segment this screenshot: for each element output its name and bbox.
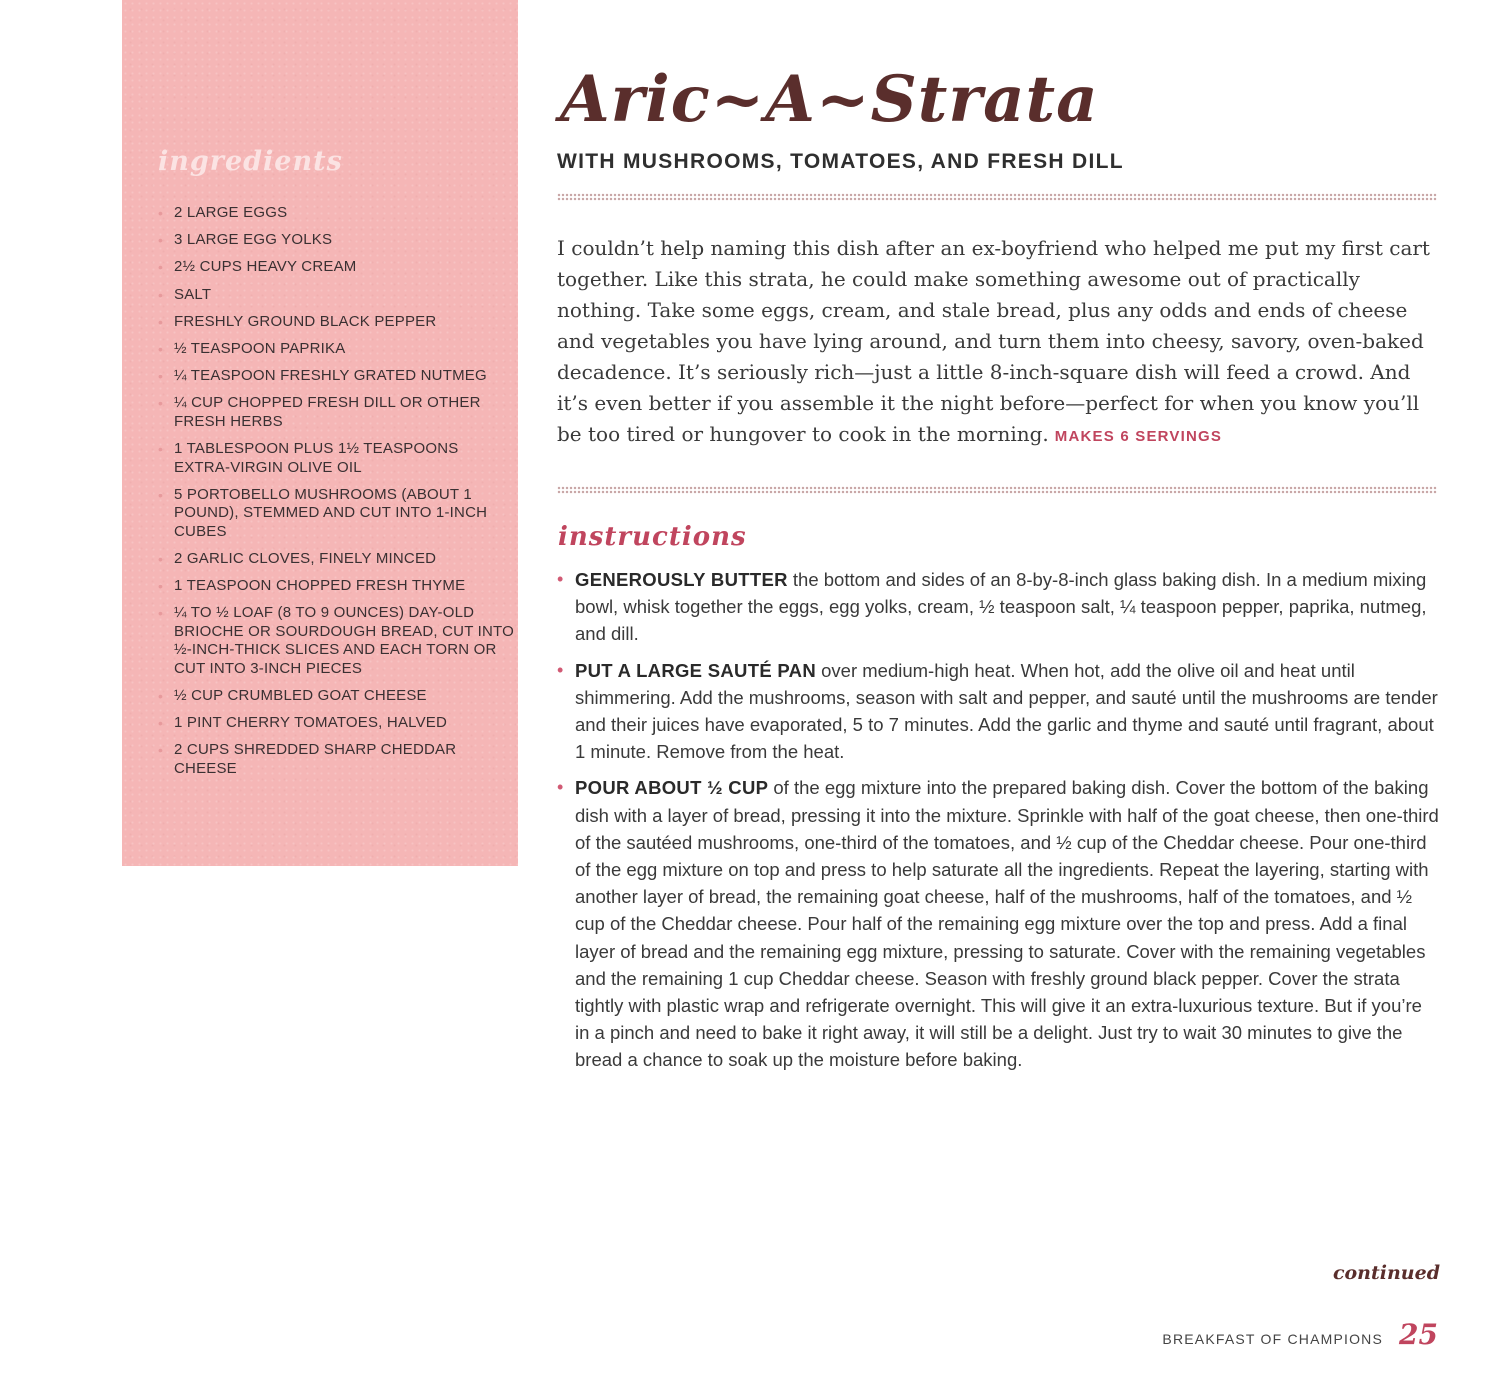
ingredient-item: • ¼ TO ½ LOAF (8 TO 9 OUNCES) DAY-OLD BRIOCHE OR SOURDOUGH BREAD, CUT INTO ½-INCH-THICK SLICES AND EACH TORN OR CUT INTO 3-INCH PIECES — [158, 604, 514, 678]
servings-label: MAKES 6 SERVINGS — [1054, 428, 1223, 445]
ingredient-item: • FRESHLY GROUND BLACK PEPPER — [158, 313, 514, 332]
ingredient-item: • 2 GARLIC CLOVES, FINELY MINCED — [158, 550, 514, 569]
instructions-heading: instructions — [558, 522, 747, 552]
ingredients-list — [158, 204, 514, 787]
ingredients-heading: ingredients — [158, 146, 343, 177]
section-name: BREAKFAST OF CHAMPIONS — [1162, 1331, 1384, 1347]
ingredient-item: • 3 LARGE EGG YOLKS — [158, 231, 514, 250]
ingredient-item: • 2 LARGE EGGS — [158, 204, 514, 223]
ingredient-item: • 2½ CUPS HEAVY CREAM — [158, 258, 514, 277]
instruction-step — [557, 566, 1441, 648]
ingredient-item: • ½ CUP CRUMBLED GOAT CHEESE — [158, 687, 514, 706]
step-lead: POUR ABOUT ½ CUP — [575, 777, 769, 799]
step-text: over medium-high heat. When hot, add the olive oil and heat until shimmering. Add the mushrooms, season with salt and pepper, and sauté until the mushrooms are tender and their juices have evaporated, 5 to 7 minutes. Add the garlic and thyme and sauté until fragrant, about 1 minute. Remove from the heat. — [575, 659, 1438, 763]
page-number: 25 — [1399, 1318, 1438, 1351]
ingredient-item: • ½ TEASPOON PAPRIKA — [158, 340, 514, 359]
dotted-divider-top — [557, 193, 1437, 201]
ingredient-item: • 2 CUPS SHREDDED SHARP CHEDDAR CHEESE — [158, 741, 514, 778]
ingredient-item: • ¼ TEASPOON FRESHLY GRATED NUTMEG — [158, 367, 514, 386]
recipe-title: Aric~A~Strata — [560, 62, 1099, 137]
intro-text: I couldn’t help naming this dish after an ex-boyfriend who helped me put my first cart together. Like this strata, he could make something awesome out of practically nothing. Take some eggs, cream, and stale bread, plus any odds and ends of cheese and vegetables you have lying around, and turn them into cheesy, savory, oven-baked decadence. It’s seriously rich—just a little 8-inch-square dish will feed a crowd. And it’s even better if you assemble it the night before—perfect for when you know you’ll be too tired or hungover to cook in the morning. — [557, 236, 1430, 446]
step-text: the bottom and sides of an 8-by-8-inch glass baking dish. In a medium mixing bowl, whisk together the eggs, egg yolks, cream, ½ teaspoon salt, ¼ teaspoon pepper, paprika, nutmeg, and dill. — [575, 569, 1427, 645]
dotted-divider-bottom — [557, 486, 1437, 494]
ingredient-item: • 5 PORTOBELLO MUSHROOMS (ABOUT 1 POUND), STEMMED AND CUT INTO 1-INCH CUBES — [158, 486, 514, 542]
ingredient-item: • 1 TEASPOON CHOPPED FRESH THYME — [158, 577, 514, 596]
ingredients-sidebar — [122, 0, 518, 866]
recipe-subtitle: WITH MUSHROOMS, TOMATOES, AND FRESH DILL — [557, 150, 1124, 173]
step-text: of the egg mixture into the prepared baking dish. Cover the bottom of the baking dish with a layer of bread, pressing it into the mixture. Sprinkle with half of the goat cheese, then one-third of the sautéed mushrooms, one-third of the tomatoes, and ½ cup of the Cheddar cheese. Pour one-third of the egg mixture on top and press to help saturate all the ingredients. Repeat the layering, starting with another layer of bread, the remaining goat cheese, half of the mushrooms, half of the tomatoes, and ½ cup of the Cheddar cheese. Pour half of the remaining egg mixture over the top and press. Add a final layer of bread and the remaining egg mixture, pressing to saturate. Cover with the remaining vegetables and the remaining 1 cup Cheddar cheese. Season with freshly ground black pepper. Cover the strata tightly with plastic wrap and refrigerate overnight. This will give it an extra-luxurious texture. But if you’re in a pinch and need to bake it right away, it will still be a delight. Just try to wait 30 minutes to give the bread a chance to soak up the moisture before baking. — [575, 777, 1439, 1071]
ingredient-item: • 1 PINT CHERRY TOMATOES, HALVED — [158, 714, 514, 733]
recipe-intro — [557, 233, 1439, 452]
step-lead: GENEROUSLY BUTTER — [575, 569, 788, 590]
instructions-list — [557, 566, 1441, 1083]
continued-label: continued — [1332, 1262, 1440, 1284]
page-footer — [1162, 1318, 1438, 1351]
instruction-step — [557, 657, 1441, 766]
ingredient-item: • SALT — [158, 286, 514, 305]
ingredient-item: • ¼ CUP CHOPPED FRESH DILL OR OTHER FRESH HERBS — [158, 394, 514, 431]
instruction-step — [557, 774, 1441, 1073]
ingredient-item: • 1 TABLESPOON PLUS 1½ TEASPOONS EXTRA-VIRGIN OLIVE OIL — [158, 440, 514, 477]
step-lead: PUT A LARGE SAUTÉ PAN — [575, 659, 816, 681]
